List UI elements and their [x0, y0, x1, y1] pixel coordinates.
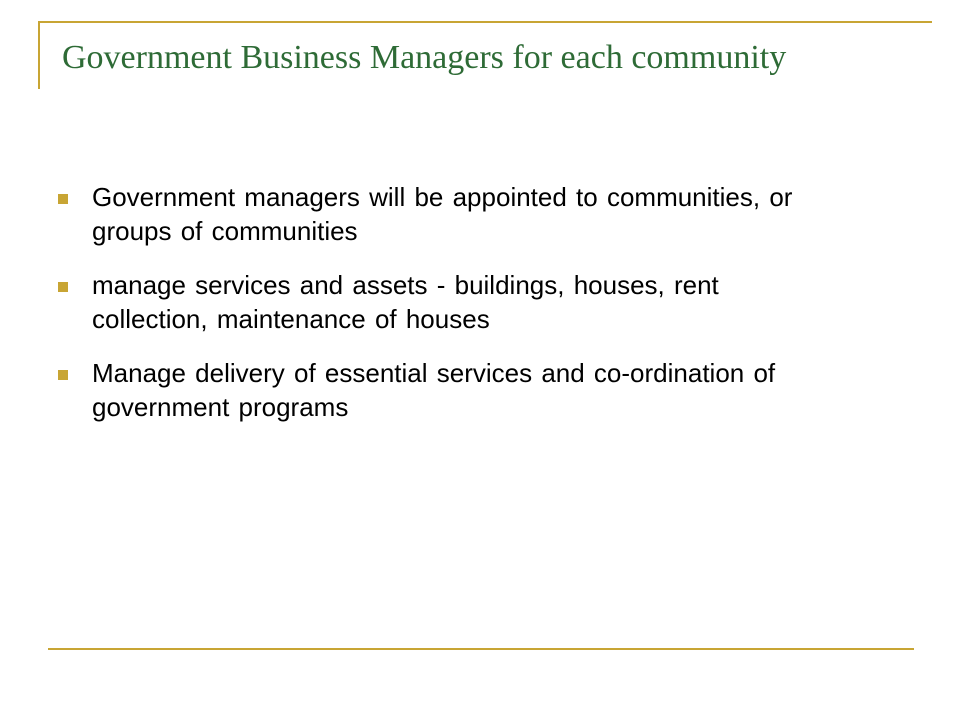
bullet-text: Government managers will be appointed to communities, or groups of communities: [92, 182, 793, 246]
bullet-text: Manage delivery of essential services and co-ordination of government programs: [92, 358, 776, 422]
slide-title: Government Business Managers for each community: [62, 39, 787, 76]
left-rule: [38, 21, 40, 89]
bullet-list: [58, 180, 838, 444]
square-bullet-icon: [58, 370, 68, 380]
bullet-item: [58, 356, 838, 424]
bullet-item: [58, 268, 838, 336]
bullet-text: manage services and assets - buildings, houses, rent collection, maintenance of houses: [92, 270, 719, 334]
square-bullet-icon: [58, 282, 68, 292]
square-bullet-icon: [58, 194, 68, 204]
bottom-rule: [48, 648, 914, 650]
bullet-item: [58, 180, 838, 248]
top-rule: [38, 21, 932, 23]
